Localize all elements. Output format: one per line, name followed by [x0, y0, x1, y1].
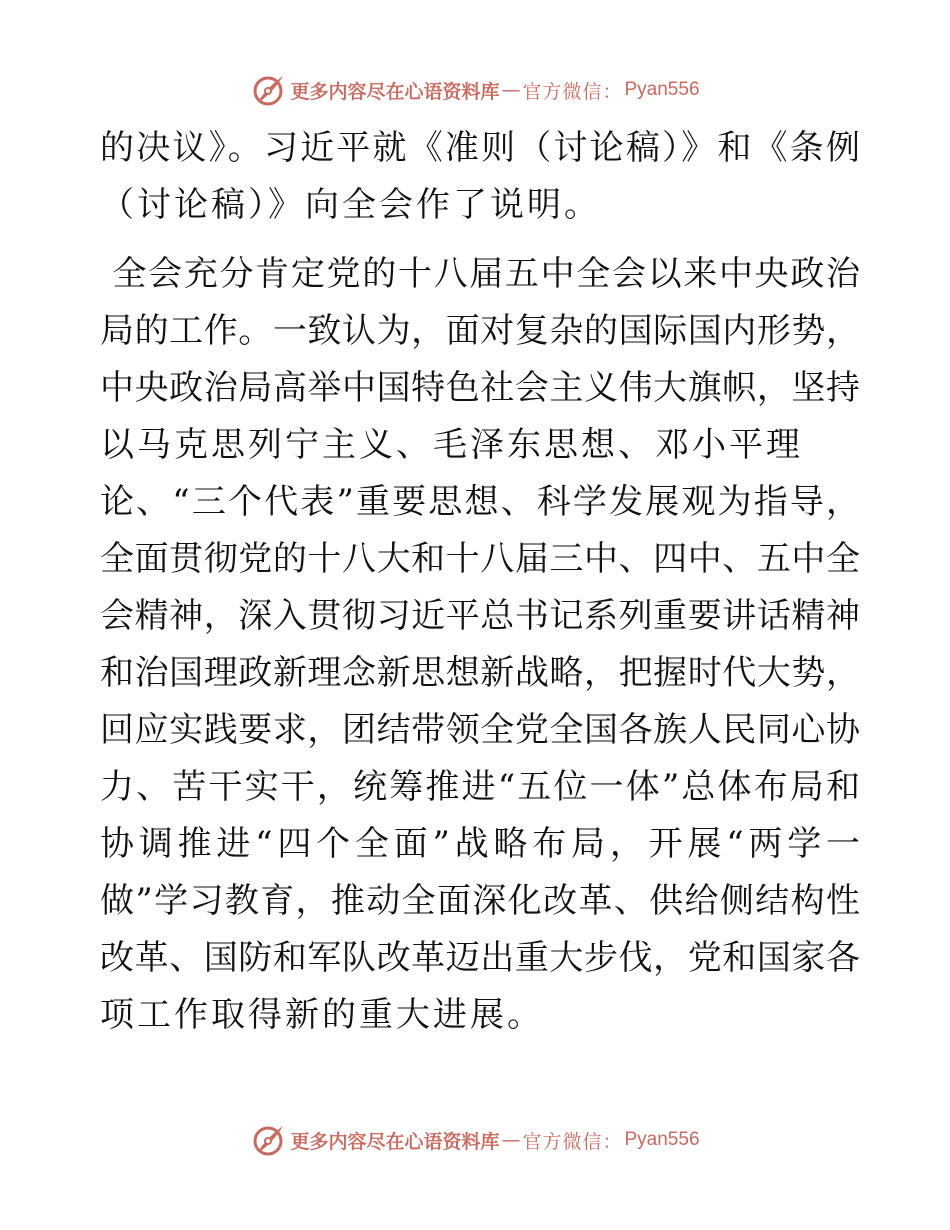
document-body [100, 120, 860, 1044]
paragraph-2-line-5: 论、“三个代表”重要思想、科学发展观为指导， [100, 482, 860, 522]
watermark-separator: — [501, 1129, 521, 1151]
header-watermark [0, 70, 950, 110]
paragraph-gap [100, 234, 860, 246]
paragraph-2-line-12: 做”学习教育，推动全面深化改革、供给侧结构性 [100, 881, 860, 921]
footer-watermark [0, 1120, 950, 1160]
paragraph-2-line-14: 项工作取得新的重大进展。 [100, 995, 544, 1035]
watermark-wechat-id: Pyan556 [624, 1129, 700, 1150]
paragraph-2-line-13: 改革、国防和军队改革迈出重大步伐，党和国家各 [100, 938, 860, 978]
watermark-wechat-label: 官方微信： [522, 80, 623, 103]
paragraph-2-line-11: 协调推进“四个全面”战略布局，开展“两学一 [100, 824, 860, 864]
paragraph-2-line-9: 回应实践要求，团结带领全党全国各族人民同心协 [100, 710, 860, 750]
quill-logo-icon [250, 72, 286, 108]
watermark-wechat-label: 官方微信： [522, 1130, 623, 1153]
paragraph-2-line-1: 全会充分肯定党的十八届五中全会以来中央政治 [100, 254, 860, 294]
paragraph-2-line-3: 中央政治局高举中国特色社会主义伟大旗帜，坚持 [100, 368, 860, 408]
paragraph-2-line-6: 全面贯彻党的十八大和十八届三中、四中、五中全 [100, 539, 860, 579]
watermark-site-text: 更多内容尽在心语资料库 [290, 80, 500, 103]
paragraph-2-line-7: 会精神，深入贯彻习近平总书记系列重要讲话精神 [100, 596, 860, 636]
paragraph-2-line-8: 和治国理政新理念新思想新战略，把握时代大势， [100, 653, 860, 693]
watermark-wechat-id: Pyan556 [624, 79, 700, 100]
paragraph-1-line-1: 的决议》。习近平就《准则（讨论稿）》和《条例 [100, 128, 860, 168]
watermark-site-text: 更多内容尽在心语资料库 [290, 1130, 500, 1153]
quill-logo-icon [250, 1122, 286, 1158]
paragraph-2-line-10: 力、苦干实干，统筹推进“五位一体”总体布局和 [100, 767, 860, 807]
paragraph-2-line-2: 局的工作。一致认为，面对复杂的国际国内形势， [100, 311, 860, 351]
paragraph-1-line-2: （讨论稿）》向全会作了说明。 [100, 185, 601, 225]
watermark-separator: — [501, 79, 521, 101]
paragraph-2-line-4: 以马克思列宁主义、毛泽东思想、邓小平理 [100, 425, 803, 465]
